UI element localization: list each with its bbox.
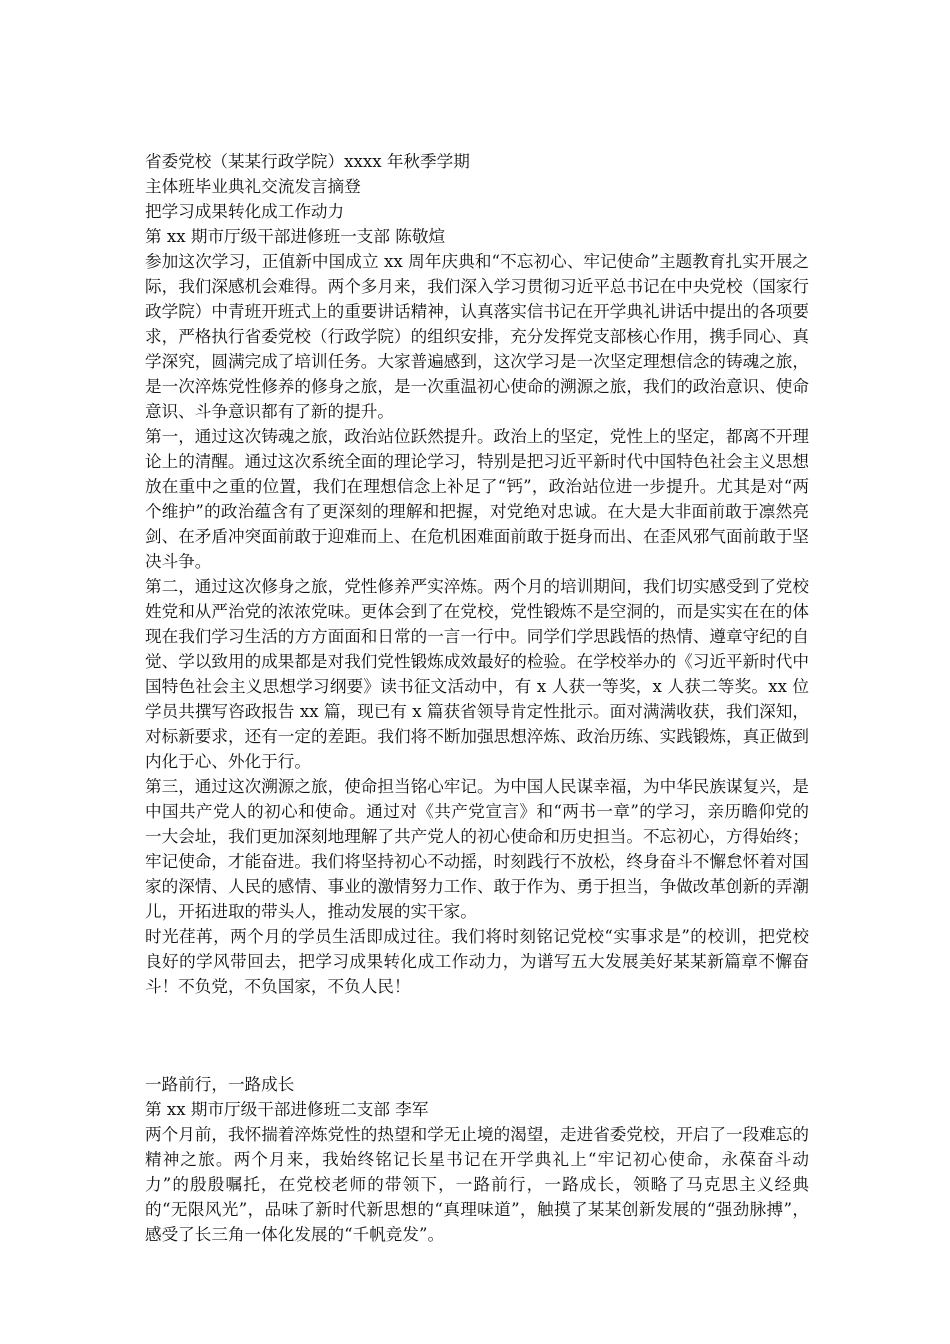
section-spacer (145, 999, 809, 1072)
speech1-paragraph: 第一，通过这次铸魂之旅，政治站位跃然提升。政治上的坚定，党性上的坚定，都离不开理论上的清醒。通过这次系统全面的理论学习，特别是把习近平新时代中国特色社会主义思想放在重中之重的位置，我们在理想信念上补足了“钙”，政治站位进一步提升。尤其是对“两个维护”的政治蕴含有了更深刻的理解和把握，对党绝对忠诚。在大是大非面前敢于凛然亮剑、在矛盾冲突面前敢于迎难而上、在危机困难面前敢于挺身而出、在歪风邪气面前敢于坚决斗争。 (145, 427, 809, 571)
speech1-paragraph: 时光荏苒，两个月的学员生活即成过往。我们将时刻铭记党校“实事求是”的校训，把党校良好的学风带回去，把学习成果转化成工作动力，为谱写五大发展美好某某新篇章不懈奋斗！不负党，不负国家，不负人民！ (145, 927, 809, 996)
document-page (145, 149, 809, 1247)
speech1-paragraph: 第三，通过这次溯源之旅，使命担当铭心牢记。为中国人民谋幸福，为中华民族谋复兴，是中国共产党人的初心和使命。通过对《共产党宣言》和“两书一章”的学习，亲历瞻仰党的一大会址，我们更加深刻地理解了共产党人的初心使命和历史担当。不忘初心，方得始终；牢记使命，才能奋进。我们将坚持初心不动摇，时刻践行不放松，终身奋斗不懈怠怀着对国家的深情、人民的感情、事业的激情努力工作、敢于作为、勇于担当，争做改革创新的弄潮儿，开拓进取的带头人，推动发展的实干家。 (145, 777, 809, 921)
header-line-2: 主体班毕业典礼交流发言摘登 (145, 177, 361, 196)
speech1-paragraph: 参加这次学习，正值新中国成立 xx 周年庆典和“不忘初心、牢记使命”主题教育扎实开展之际，我们深感机会难得。两个多月来，我们深入学习贯彻习近平总书记在中央党校（国家行政学院）中青班开班式上的重要讲话精神，认真落实信书记在开学典礼讲话中提出的各项要求，严格执行省委党校（行政学院）的组织安排，充分发挥党支部核心作用，携手同心、真学深究，圆满完成了培训任务。大家普遍感到，这次学习是一次坚定理想信念的铸魂之旅，是一次淬炼党性修养的修身之旅，是一次重温初心使命的溯源之旅，我们的政治意识、使命意识、斗争意识都有了新的提升。 (145, 252, 809, 421)
speech1-title: 把学习成果转化成工作动力 (145, 202, 345, 221)
speech2-speaker: 第 xx 期市厅级干部进修班二支部 李军 (145, 1100, 429, 1119)
speech1-speaker: 第 xx 期市厅级干部进修班一支部 陈敬煊 (145, 227, 446, 246)
speech2-paragraph: 两个月前，我怀揣着淬炼党性的热望和学无止境的渴望，走进省委党校，开启了一段难忘的精神之旅。两个月来，我始终铭记长星书记在开学典礼上“牢记初心使命，永葆奋斗动力”的殷殷嘱托，在党校老师的带领下，一路前行，一路成长，领略了马克思主义经典的“无限风光”，品味了新时代新思想的“真理味道”，触摸了某某创新发展的“强劲脉搏”，感受了长三角一体化发展的“千帆竞发”。 (145, 1125, 809, 1244)
speech1-paragraph: 第二，通过这次修身之旅，党性修养严实淬炼。两个月的培训期间，我们切实感受到了党校姓党和从严治党的浓浓党味。更体会到了在党校，党性锻炼不是空洞的，而是实实在在的体现在我们学习生活的方方面面和日常的一言一行中。同学们学思践悟的热情、遵章守纪的自觉、学以致用的成果都是对我们党性锻炼成效最好的检验。在学校举办的《习近平新时代中国特色社会主义思想学习纲要》读书征文活动中，有 x 人获一等奖，x 人获二等奖。xx 位学员共撰写咨政报告 xx 篇，现已有 x 篇获省领导肯定性批示。面对满满收获，我们深知，对标新要求，还有一定的差距。我们将不断加强思想淬炼、政治历练、实践锻炼，真正做到内化于心、外化于行。 (145, 577, 809, 771)
speech2-title: 一路前行，一路成长 (145, 1075, 295, 1094)
header-line-1: 省委党校（某某行政学院）xxxx 年秋季学期 (145, 152, 470, 171)
